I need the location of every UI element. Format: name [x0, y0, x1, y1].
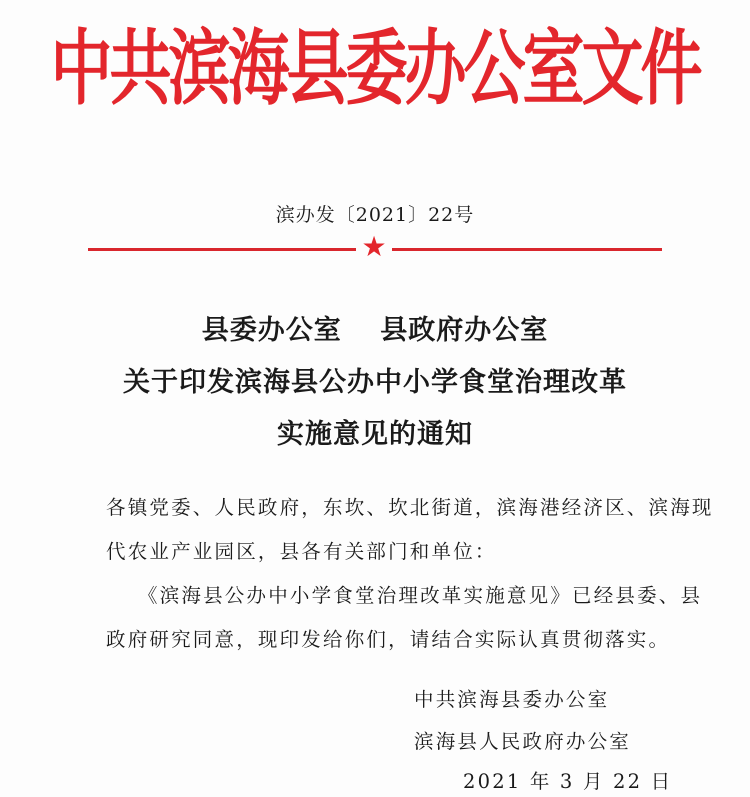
body-line-1: 各镇党委、人民政府，东坎、坎北街道，滨海港经济区、滨海现	[106, 496, 714, 519]
title-line-1: 县委办公室 县政府办公室	[201, 315, 549, 346]
red-divider-left	[88, 248, 356, 251]
signature-org-1: 中共滨海县委办公室	[414, 688, 610, 711]
title-line-3: 实施意见的通知	[277, 419, 473, 450]
star-icon: ★	[361, 230, 387, 263]
signature-date: 2021 年 3 月 22 日	[463, 770, 673, 793]
red-header-title: 中共滨海县委办公室文件	[50, 20, 700, 117]
signature-org-2: 滨海县人民政府办公室	[414, 730, 632, 753]
body-line-2: 代农业产业园区，县各有关部门和单位：	[106, 540, 497, 563]
document-number: 滨办发〔2021〕22号	[275, 204, 475, 226]
body-line-4: 政府研究同意，现印发给你们，请结合实际认真贯彻落实。	[106, 628, 671, 651]
red-divider-right	[392, 248, 662, 251]
body-line-3: 《滨海县公办中小学食堂治理改革实施意见》已经县委、县	[138, 584, 703, 607]
title-line-2: 关于印发滨海县公办中小学食堂治理改革	[123, 367, 627, 398]
